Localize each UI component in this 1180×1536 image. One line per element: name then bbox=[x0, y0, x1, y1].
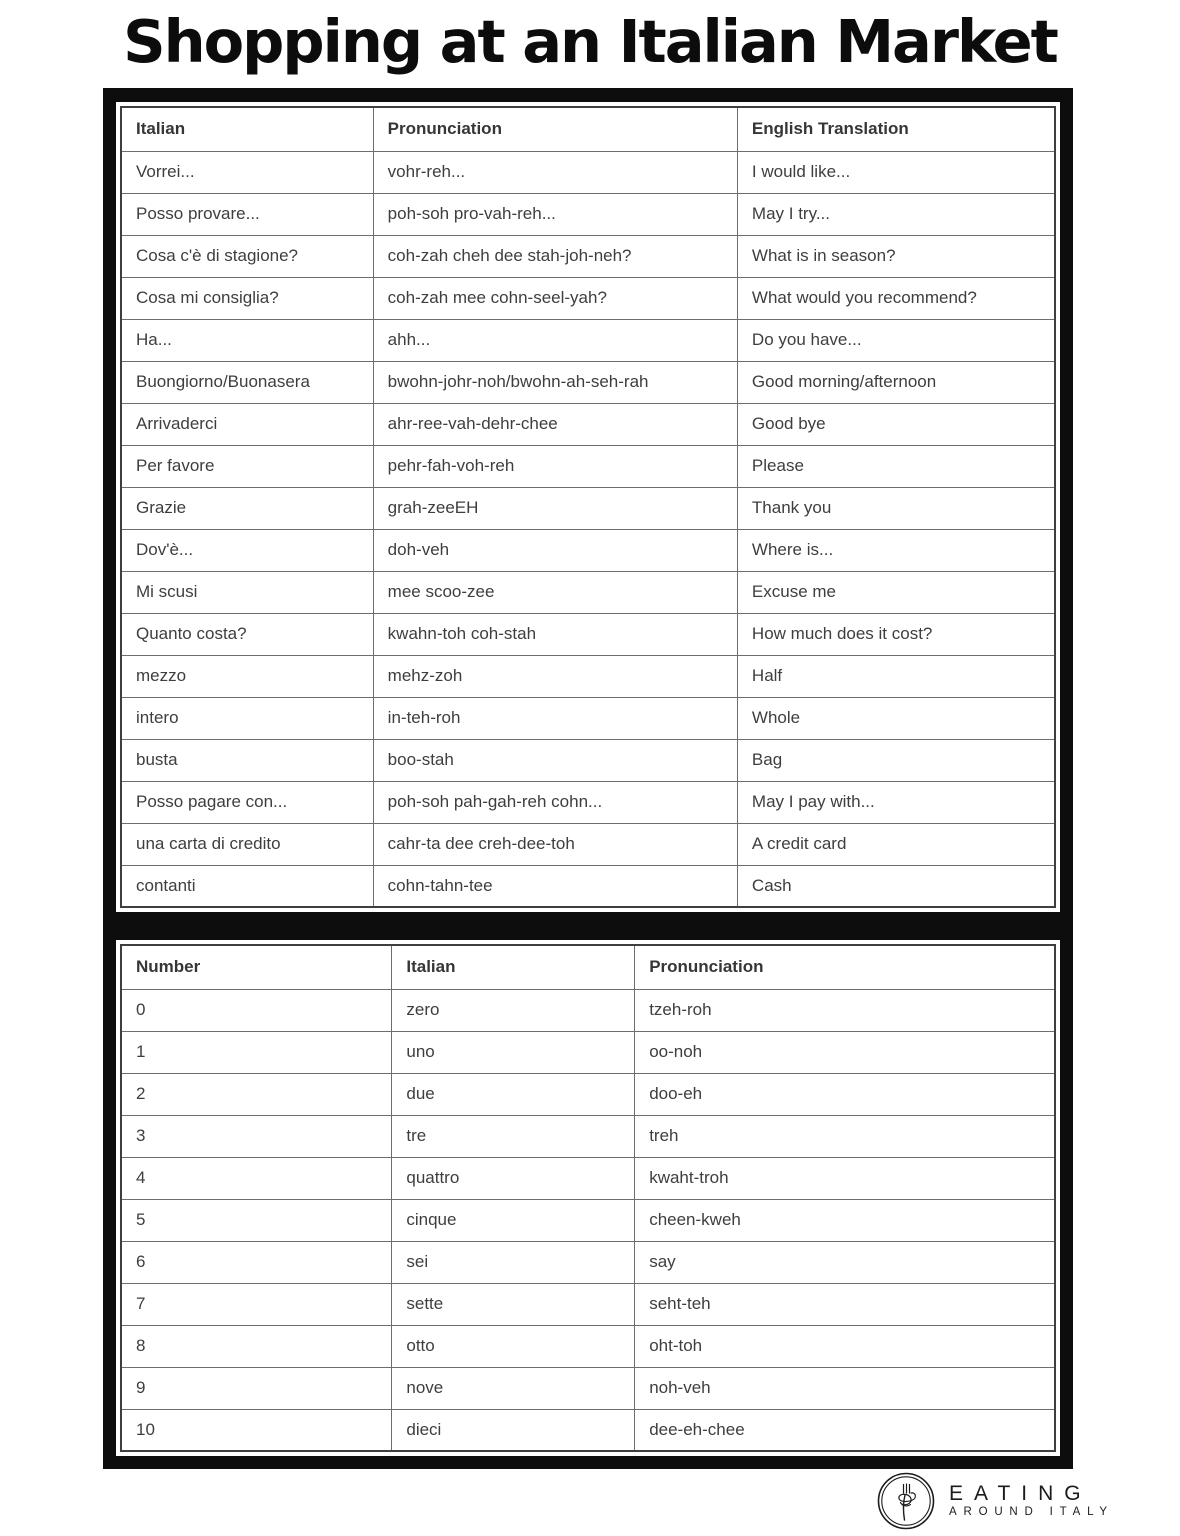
table-row bbox=[121, 1241, 1055, 1283]
table-cell: sette bbox=[392, 1283, 635, 1325]
table-row bbox=[121, 823, 1055, 865]
logo-text bbox=[949, 1482, 1114, 1520]
table-header-row bbox=[121, 945, 1055, 989]
table-row bbox=[121, 445, 1055, 487]
frame-divider bbox=[116, 912, 1060, 940]
table-cell: tzeh-roh bbox=[635, 989, 1055, 1031]
table-cell: Ha... bbox=[121, 319, 373, 361]
table-cell: Whole bbox=[737, 697, 1055, 739]
table-cell: seht-teh bbox=[635, 1283, 1055, 1325]
table-cell: sei bbox=[392, 1241, 635, 1283]
numbers-table-body bbox=[121, 989, 1055, 1451]
table-cell: What would you recommend? bbox=[737, 277, 1055, 319]
table-row bbox=[121, 1115, 1055, 1157]
table-row bbox=[121, 571, 1055, 613]
table-cell: A credit card bbox=[737, 823, 1055, 865]
table-row bbox=[121, 277, 1055, 319]
phrases-panel bbox=[116, 102, 1060, 912]
numbers-panel bbox=[116, 940, 1060, 1456]
table-cell: treh bbox=[635, 1115, 1055, 1157]
table-cell: coh-zah cheh dee stah-joh-neh? bbox=[373, 235, 737, 277]
table-row bbox=[121, 193, 1055, 235]
table-cell: Posso provare... bbox=[121, 193, 373, 235]
table-cell: 6 bbox=[121, 1241, 392, 1283]
table-cell: 1 bbox=[121, 1031, 392, 1073]
table-row bbox=[121, 151, 1055, 193]
table-cell: Where is... bbox=[737, 529, 1055, 571]
table-row bbox=[121, 613, 1055, 655]
table-cell: Cash bbox=[737, 865, 1055, 907]
table-cell: cinque bbox=[392, 1199, 635, 1241]
table-row bbox=[121, 739, 1055, 781]
table-cell: cohn-tahn-tee bbox=[373, 865, 737, 907]
table-cell: poh-soh pah-gah-reh cohn... bbox=[373, 781, 737, 823]
table-cell: boo-stah bbox=[373, 739, 737, 781]
table-cell: 0 bbox=[121, 989, 392, 1031]
table-row bbox=[121, 1199, 1055, 1241]
table-cell: tre bbox=[392, 1115, 635, 1157]
table-row bbox=[121, 1283, 1055, 1325]
table-cell: Dov'è... bbox=[121, 529, 373, 571]
table-cell: 7 bbox=[121, 1283, 392, 1325]
logo-text-primary: EATING bbox=[949, 1481, 1092, 1505]
table-cell: cheen-kweh bbox=[635, 1199, 1055, 1241]
column-header-number: Number bbox=[121, 945, 392, 989]
table-cell: Posso pagare con... bbox=[121, 781, 373, 823]
table-row bbox=[121, 235, 1055, 277]
table-cell: busta bbox=[121, 739, 373, 781]
table-cell: May I pay with... bbox=[737, 781, 1055, 823]
column-header-english-translation: English Translation bbox=[737, 107, 1055, 151]
table-row bbox=[121, 487, 1055, 529]
table-cell: ahh... bbox=[373, 319, 737, 361]
table-cell: ahr-ree-vah-dehr-chee bbox=[373, 403, 737, 445]
table-cell: due bbox=[392, 1073, 635, 1115]
column-header-pronunciation: Pronunciation bbox=[373, 107, 737, 151]
table-cell: Vorrei... bbox=[121, 151, 373, 193]
table-cell: intero bbox=[121, 697, 373, 739]
page-title: Shopping at an Italian Market bbox=[123, 7, 1057, 76]
table-cell: What is in season? bbox=[737, 235, 1055, 277]
table-cell: 9 bbox=[121, 1367, 392, 1409]
table-row bbox=[121, 1409, 1055, 1451]
table-row bbox=[121, 781, 1055, 823]
table-cell: Good bye bbox=[737, 403, 1055, 445]
table-cell: How much does it cost? bbox=[737, 613, 1055, 655]
table-cell: 5 bbox=[121, 1199, 392, 1241]
table-cell: 8 bbox=[121, 1325, 392, 1367]
table-row bbox=[121, 697, 1055, 739]
table-row bbox=[121, 655, 1055, 697]
table-cell: Good morning/afternoon bbox=[737, 361, 1055, 403]
table-row bbox=[121, 319, 1055, 361]
table-cell: Arrivaderci bbox=[121, 403, 373, 445]
table-row bbox=[121, 529, 1055, 571]
table-cell: poh-soh pro-vah-reh... bbox=[373, 193, 737, 235]
table-cell: Cosa mi consiglia? bbox=[121, 277, 373, 319]
table-cell: Grazie bbox=[121, 487, 373, 529]
table-cell: Do you have... bbox=[737, 319, 1055, 361]
table-cell: contanti bbox=[121, 865, 373, 907]
table-cell: 3 bbox=[121, 1115, 392, 1157]
table-cell: dee-eh-chee bbox=[635, 1409, 1055, 1451]
table-cell: Half bbox=[737, 655, 1055, 697]
table-cell: pehr-fah-voh-reh bbox=[373, 445, 737, 487]
table-cell: doh-veh bbox=[373, 529, 737, 571]
table-cell: oo-noh bbox=[635, 1031, 1055, 1073]
column-header-pronunciation: Pronunciation bbox=[635, 945, 1055, 989]
table-cell: noh-veh bbox=[635, 1367, 1055, 1409]
table-cell: May I try... bbox=[737, 193, 1055, 235]
table-cell: mezzo bbox=[121, 655, 373, 697]
table-header-row bbox=[121, 107, 1055, 151]
table-cell: doo-eh bbox=[635, 1073, 1055, 1115]
table-cell: Mi scusi bbox=[121, 571, 373, 613]
table-cell: 10 bbox=[121, 1409, 392, 1451]
table-cell: dieci bbox=[392, 1409, 635, 1451]
table-cell: I would like... bbox=[737, 151, 1055, 193]
table-cell: una carta di credito bbox=[121, 823, 373, 865]
table-cell: uno bbox=[392, 1031, 635, 1073]
table-row bbox=[121, 361, 1055, 403]
table-cell: Buongiorno/Buonasera bbox=[121, 361, 373, 403]
table-row bbox=[121, 403, 1055, 445]
table-row bbox=[121, 1325, 1055, 1367]
table-row bbox=[121, 1073, 1055, 1115]
fork-spaghetti-icon bbox=[876, 1471, 936, 1531]
table-cell: 4 bbox=[121, 1157, 392, 1199]
table-cell: nove bbox=[392, 1367, 635, 1409]
table-cell: oht-toh bbox=[635, 1325, 1055, 1367]
table-cell: zero bbox=[392, 989, 635, 1031]
table-row bbox=[121, 1031, 1055, 1073]
table-cell: Cosa c'è di stagione? bbox=[121, 235, 373, 277]
table-cell: Thank you bbox=[737, 487, 1055, 529]
table-cell: Excuse me bbox=[737, 571, 1055, 613]
table-cell: kwaht-troh bbox=[635, 1157, 1055, 1199]
tables-frame bbox=[103, 88, 1073, 1469]
column-header-italian: Italian bbox=[392, 945, 635, 989]
logo-text-secondary: AROUND ITALY bbox=[949, 1506, 1114, 1519]
table-cell: mehz-zoh bbox=[373, 655, 737, 697]
table-row bbox=[121, 1367, 1055, 1409]
table-cell: Quanto costa? bbox=[121, 613, 373, 655]
table-cell: cahr-ta dee creh-dee-toh bbox=[373, 823, 737, 865]
table-cell: 2 bbox=[121, 1073, 392, 1115]
table-cell: kwahn-toh coh-stah bbox=[373, 613, 737, 655]
table-row bbox=[121, 989, 1055, 1031]
table-row bbox=[121, 1157, 1055, 1199]
table-row bbox=[121, 865, 1055, 907]
phrases-table bbox=[120, 106, 1056, 908]
phrases-table-body bbox=[121, 151, 1055, 907]
table-cell: mee scoo-zee bbox=[373, 571, 737, 613]
logo bbox=[876, 1471, 1114, 1531]
table-cell: quattro bbox=[392, 1157, 635, 1199]
table-cell: Please bbox=[737, 445, 1055, 487]
numbers-table bbox=[120, 944, 1056, 1452]
table-cell: Bag bbox=[737, 739, 1055, 781]
table-cell: Per favore bbox=[121, 445, 373, 487]
table-cell: bwohn-johr-noh/bwohn-ah-seh-rah bbox=[373, 361, 737, 403]
table-cell: say bbox=[635, 1241, 1055, 1283]
table-cell: vohr-reh... bbox=[373, 151, 737, 193]
table-cell: coh-zah mee cohn-seel-yah? bbox=[373, 277, 737, 319]
table-cell: grah-zeeEH bbox=[373, 487, 737, 529]
column-header-italian: Italian bbox=[121, 107, 373, 151]
table-cell: otto bbox=[392, 1325, 635, 1367]
table-cell: in-teh-roh bbox=[373, 697, 737, 739]
